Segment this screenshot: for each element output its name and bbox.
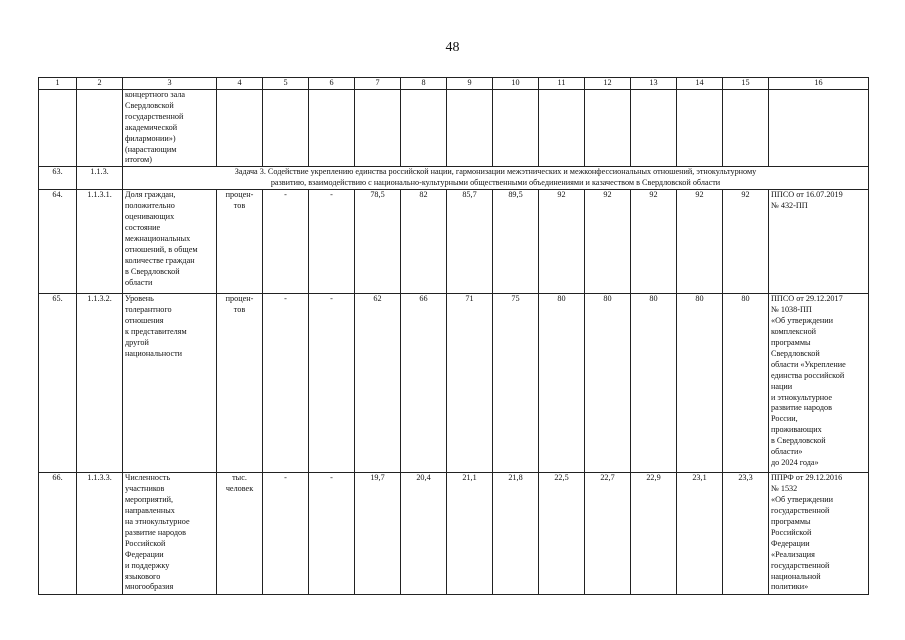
table-row: [39, 190, 869, 294]
value-cell: 66: [401, 294, 447, 473]
row-code: [77, 90, 123, 167]
table-row: [39, 473, 869, 595]
value-cell: 62: [355, 294, 401, 473]
value-cell: [585, 90, 631, 167]
column-header: 4: [217, 78, 263, 90]
source-document: [769, 90, 869, 167]
value-cell: 19,7: [355, 473, 401, 595]
row-code: 1.1.3.1.: [77, 190, 123, 294]
row-number: 64.: [39, 190, 77, 294]
value-cell: [539, 90, 585, 167]
row-number: 65.: [39, 294, 77, 473]
column-header: 6: [309, 78, 355, 90]
row-code: 1.1.3.: [77, 167, 123, 190]
value-cell: 82: [401, 190, 447, 294]
value-cell: 20,4: [401, 473, 447, 595]
column-header: 16: [769, 78, 869, 90]
value-cell: -: [263, 473, 309, 595]
column-header: 15: [723, 78, 769, 90]
source-document: ППСО от 16.07.2019 № 432-ПП: [769, 190, 869, 294]
value-cell: [401, 90, 447, 167]
column-header: 5: [263, 78, 309, 90]
indicator-name: Уровень толерантного отношения к представителям другой национальности: [123, 294, 217, 473]
column-header: 3: [123, 78, 217, 90]
value-cell: [631, 90, 677, 167]
value-cell: 92: [539, 190, 585, 294]
indicator-name: Доля граждан, положительно оценивающих состояние межнациональных отношений, в общем количестве граждан в Свердловской области: [123, 190, 217, 294]
value-cell: [309, 90, 355, 167]
column-header: 12: [585, 78, 631, 90]
value-cell: 78,5: [355, 190, 401, 294]
value-cell: [493, 90, 539, 167]
table-row: [39, 294, 869, 473]
value-cell: 21,8: [493, 473, 539, 595]
column-header: 14: [677, 78, 723, 90]
column-header: 8: [401, 78, 447, 90]
value-cell: -: [263, 294, 309, 473]
value-cell: 92: [585, 190, 631, 294]
value-cell: -: [263, 190, 309, 294]
value-cell: -: [309, 473, 355, 595]
value-cell: 92: [677, 190, 723, 294]
page-number: 48: [445, 40, 460, 55]
row-number: 66.: [39, 473, 77, 595]
value-cell: [263, 90, 309, 167]
value-cell: 80: [585, 294, 631, 473]
indicator-name: Численность участников мероприятий, направленных на этнокультурное развитие народов Российской Федерации и поддержку языкового многообразия: [123, 473, 217, 595]
table-row: [39, 90, 869, 167]
indicator-unit: тыс. человек: [217, 473, 263, 595]
row-code: 1.1.3.3.: [77, 473, 123, 595]
value-cell: 85,7: [447, 190, 493, 294]
value-cell: 92: [631, 190, 677, 294]
value-cell: [677, 90, 723, 167]
value-cell: 89,5: [493, 190, 539, 294]
column-header: 7: [355, 78, 401, 90]
column-header: 10: [493, 78, 539, 90]
value-cell: 80: [631, 294, 677, 473]
column-header: 9: [447, 78, 493, 90]
indicator-unit: [217, 90, 263, 167]
indicator-unit: процен- тов: [217, 190, 263, 294]
value-cell: 75: [493, 294, 539, 473]
value-cell: 80: [677, 294, 723, 473]
indicator-name: концертного зала Свердловской государственной академической филармонии») (нарастающим итогом): [123, 90, 217, 167]
column-header: 2: [77, 78, 123, 90]
column-header: 1: [39, 78, 77, 90]
value-cell: 22,5: [539, 473, 585, 595]
value-cell: 92: [723, 190, 769, 294]
task-heading: Задача 3. Содействие укреплению единства российской нации, гармонизации межэтнических и межконфессиональных отношений, этнокультурному развитию, взаимодействию с национально-культурными общественными объединениями и казачеством в Свердловской области: [123, 167, 869, 190]
value-cell: [355, 90, 401, 167]
value-cell: 23,3: [723, 473, 769, 595]
value-cell: 23,1: [677, 473, 723, 595]
source-document: ППРФ от 29.12.2016 № 1532 «Об утверждении государственной программы Российской Федерации «Реализация государственной национальной политики»: [769, 473, 869, 595]
column-header: 13: [631, 78, 677, 90]
row-code: 1.1.3.2.: [77, 294, 123, 473]
row-number: [39, 90, 77, 167]
value-cell: [723, 90, 769, 167]
table-row: [39, 167, 869, 190]
value-cell: -: [309, 294, 355, 473]
value-cell: 80: [539, 294, 585, 473]
value-cell: 21,1: [447, 473, 493, 595]
column-header: 11: [539, 78, 585, 90]
value-cell: 22,7: [585, 473, 631, 595]
source-document: ППСО от 29.12.2017 № 1038-ПП «Об утверждении комплексной программы Свердловской области «Укрепление единства российской нации и этнокультурное развитие народов России, проживающих в Свердловской области» до 2024 года»: [769, 294, 869, 473]
value-cell: 80: [723, 294, 769, 473]
value-cell: [447, 90, 493, 167]
value-cell: 22,9: [631, 473, 677, 595]
value-cell: -: [309, 190, 355, 294]
value-cell: 71: [447, 294, 493, 473]
header-row: [39, 78, 869, 90]
row-number: 63.: [39, 167, 77, 190]
indicators-table: [38, 77, 869, 595]
indicator-unit: процен- тов: [217, 294, 263, 473]
